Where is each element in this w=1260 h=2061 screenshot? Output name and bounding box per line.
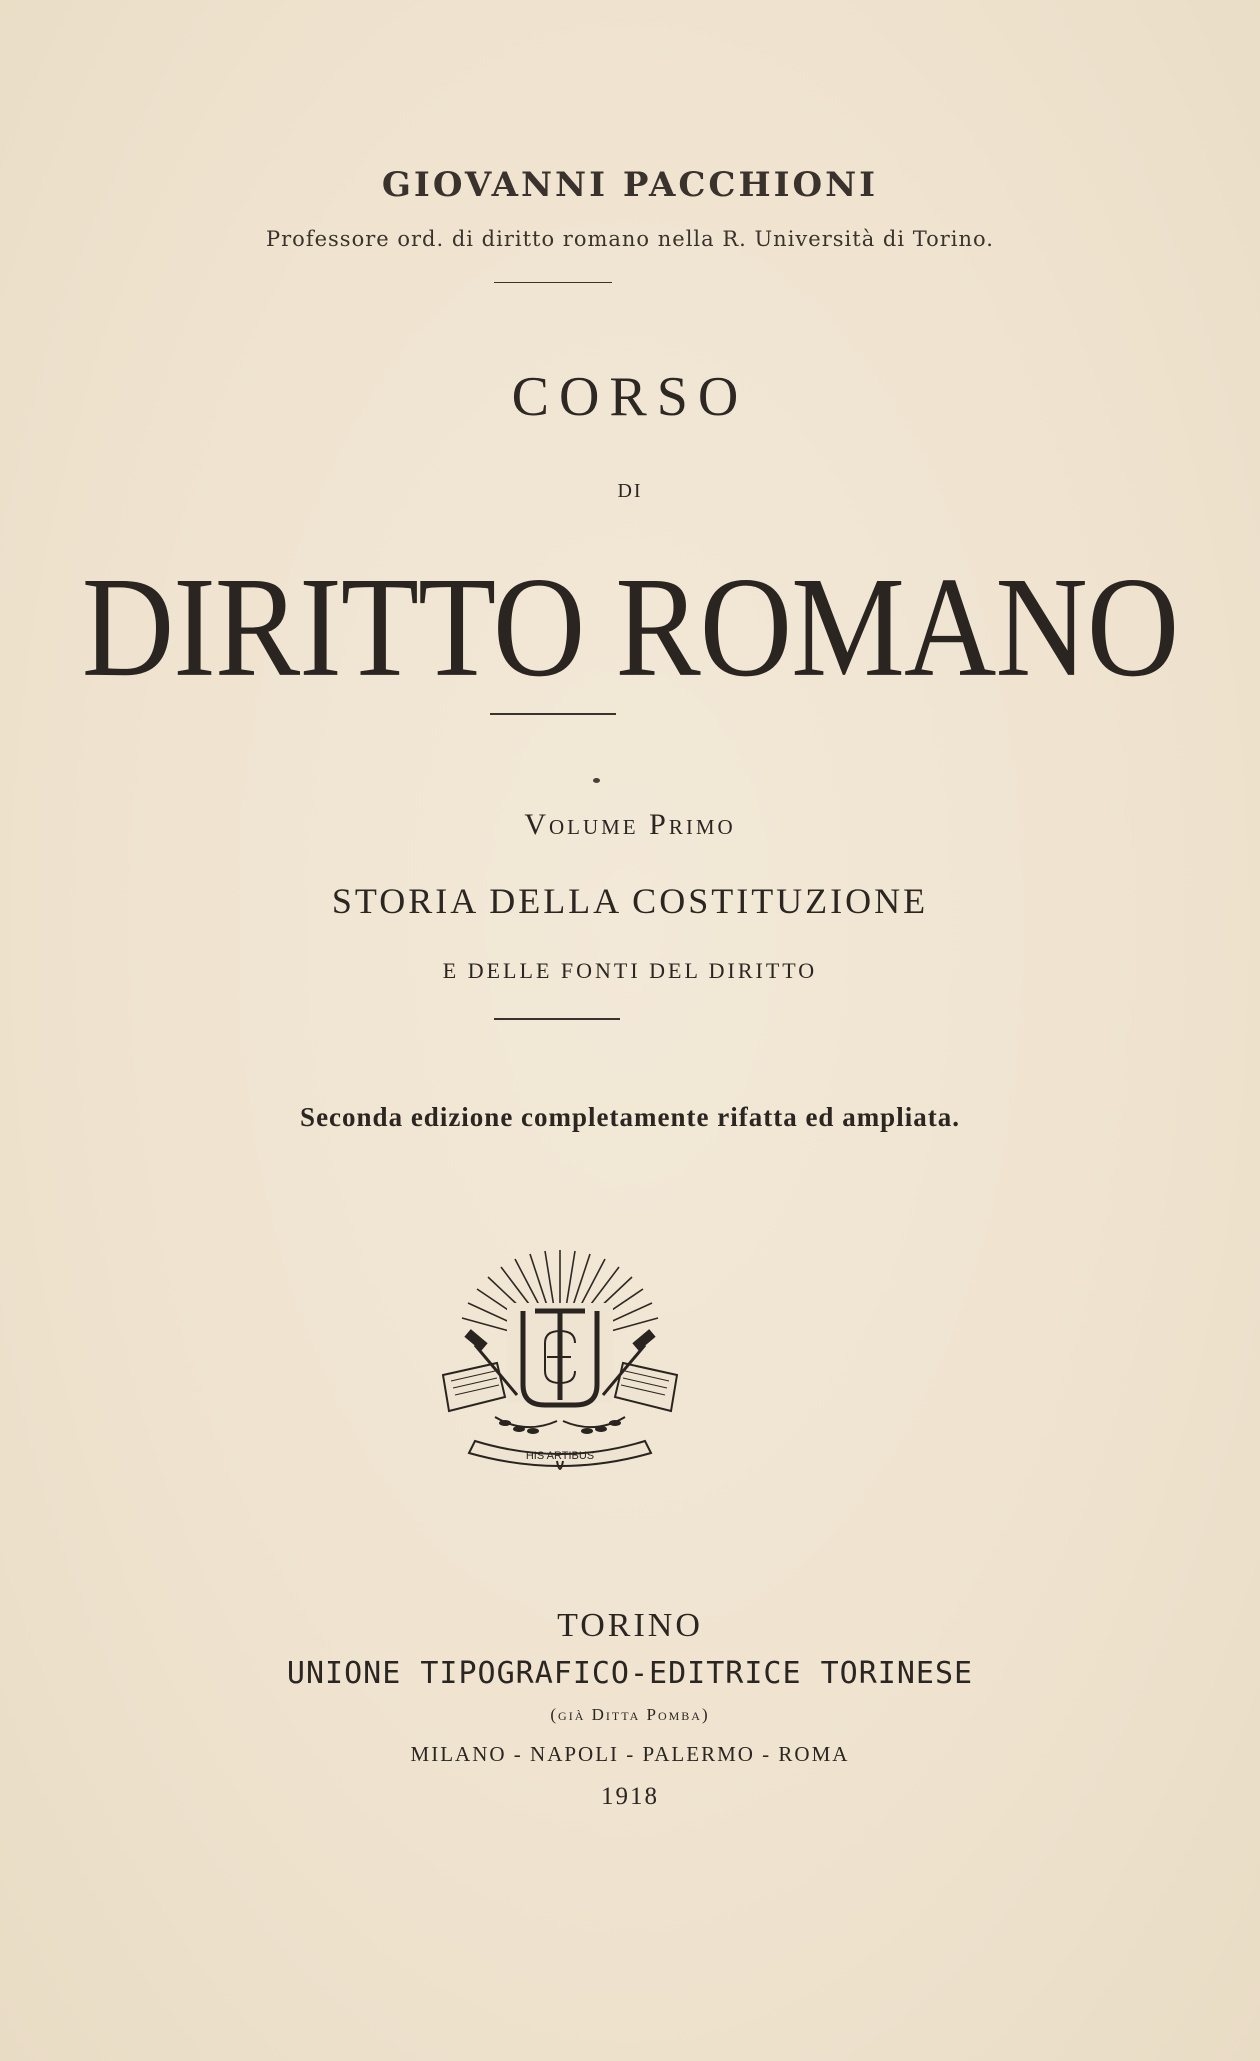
- imprint-formerly: (già Ditta Pomba): [550, 1705, 710, 1724]
- ornament-dot: [593, 778, 600, 783]
- volume-subject: STORIA DELLA COSTITUZIONE: [331, 881, 929, 921]
- volume-label: Volume Primo: [524, 808, 736, 841]
- title-connector: DI: [617, 480, 643, 502]
- title-top-word: CORSO: [511, 366, 749, 428]
- imprint-branches: MILANO - NAPOLI - PALERMO - ROMA: [410, 1742, 850, 1766]
- emblem-motto: HIS ARTIBUS: [525, 1450, 595, 1462]
- divider-rule: [494, 1018, 620, 1020]
- imprint-publisher: UNIONE TIPOGRAFICO-EDITRICE TORINESE: [286, 1656, 974, 1691]
- printers-mark-emblem: [435, 1245, 685, 1485]
- author-affiliation: Professore ord. di diritto romano nella R. Università di Torino.: [266, 227, 994, 251]
- edition-note: Seconda edizione completamente rifatta ed ampliata.: [300, 1102, 960, 1132]
- divider-rule: [494, 282, 612, 283]
- main-title: DIRITTO ROMANO: [81, 547, 1179, 707]
- divider-rule: [490, 713, 616, 715]
- imprint-year: 1918: [601, 1783, 659, 1810]
- volume-subject-continued: E DELLE FONTI DEL DIRITTO: [442, 958, 818, 983]
- author-name: GIOVANNI PACCHIONI: [381, 165, 879, 205]
- imprint-city: TORINO: [557, 1607, 703, 1644]
